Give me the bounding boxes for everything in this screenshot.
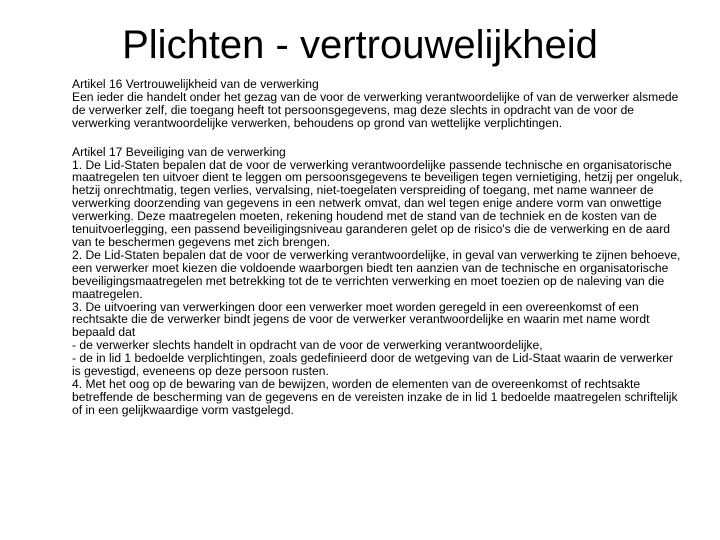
article-16-text: Een ieder die handelt onder het gezag van de voor de verwerking verantwoordelijke of van de verwerker alsmede de verwerker zelf, die toegang heeft tot persoonsgegevens, mag deze slechts in opdracht van de voor de verwerking verantwoordelijke verwerken, behoudens op grond van wettelijke verplichtingen.: [72, 89, 679, 130]
article-17-paragraph-3: 3. De uitvoering van verwerkingen door een verwerker moet worden geregeld in een overeenkomst of een rechtsakte die de verwerker bindt jegens de voor de verwerker verantwoordelijke en waarin met name wordt bepaald dat: [72, 299, 650, 340]
article-16: [72, 78, 684, 130]
article-17-paragraph-2: 2. De Lid-Staten bepalen dat de voor de verwerking verantwoordelijke, in geval van verwerking te zijnen behoeve, een verwerker moet kiezen die voldoende waarborgen biedt ten aanzien van de technische en organisatorische beveiligingsmaatregelen met betrekking tot de te verrichten verwerking en moet toezien op de naleving van die maatregelen.: [72, 247, 681, 301]
slide-body: [72, 78, 684, 433]
article-17-paragraph-1: 1. De Lid-Staten bepalen dat de voor de verwerking verantwoordelijke passende technische en organisatorische maatregelen ten uitvoer dient te leggen om persoonsgegevens te beveiligen tegen vernietiging, hetzij per ongeluk, hetzij onrechtmatig, tegen verlies, vervalsing, niet-toegelaten verspreiding of toegang, met name wanneer de verwerking doorzending van gegevens in een netwerk omvat, dan wel tegen enige andere vorm van onwettige verwerking. Deze maatregelen moeten, rekening houdend met de stand van de techniek en de kosten van de tenuitvoerlegging, een passend beveiligingsniveau garanderen gelet op de risico's die de verwerking en de aard van te beschermen gegevens met zich brengen.: [72, 157, 683, 249]
article-17-paragraph-4: 4. Met het oog op de bewaring van de bewijzen, worden de elementen van de overeenkomst of rechtsakte betreffende de bescherming van de gegevens en de vereisten inzake de in lid 1 bedoelde maatregelen schriftelijk of in een gelijkwaardige vorm vastgelegd.: [72, 376, 678, 417]
article-17-bullet-1: - de verwerker slechts handelt in opdracht van de voor de verwerking verantwoordelijke,: [72, 338, 543, 353]
slide-title: Plichten - vertrouwelijkheid: [122, 23, 598, 67]
article-17-bullet-2: - de in lid 1 bedoelde verplichtingen, zoals gedefinieerd door de wetgeving van de Lid-Staat waarin de verwerker is gevestigd, eveneens op deze persoon rusten.: [72, 351, 674, 379]
article-17-heading: Artikel 17 Beveiliging van de verwerking: [72, 144, 286, 159]
article-17: [72, 146, 684, 417]
article-16-heading: Artikel 16 Vertrouwelijkheid van de verwerking: [72, 77, 319, 91]
